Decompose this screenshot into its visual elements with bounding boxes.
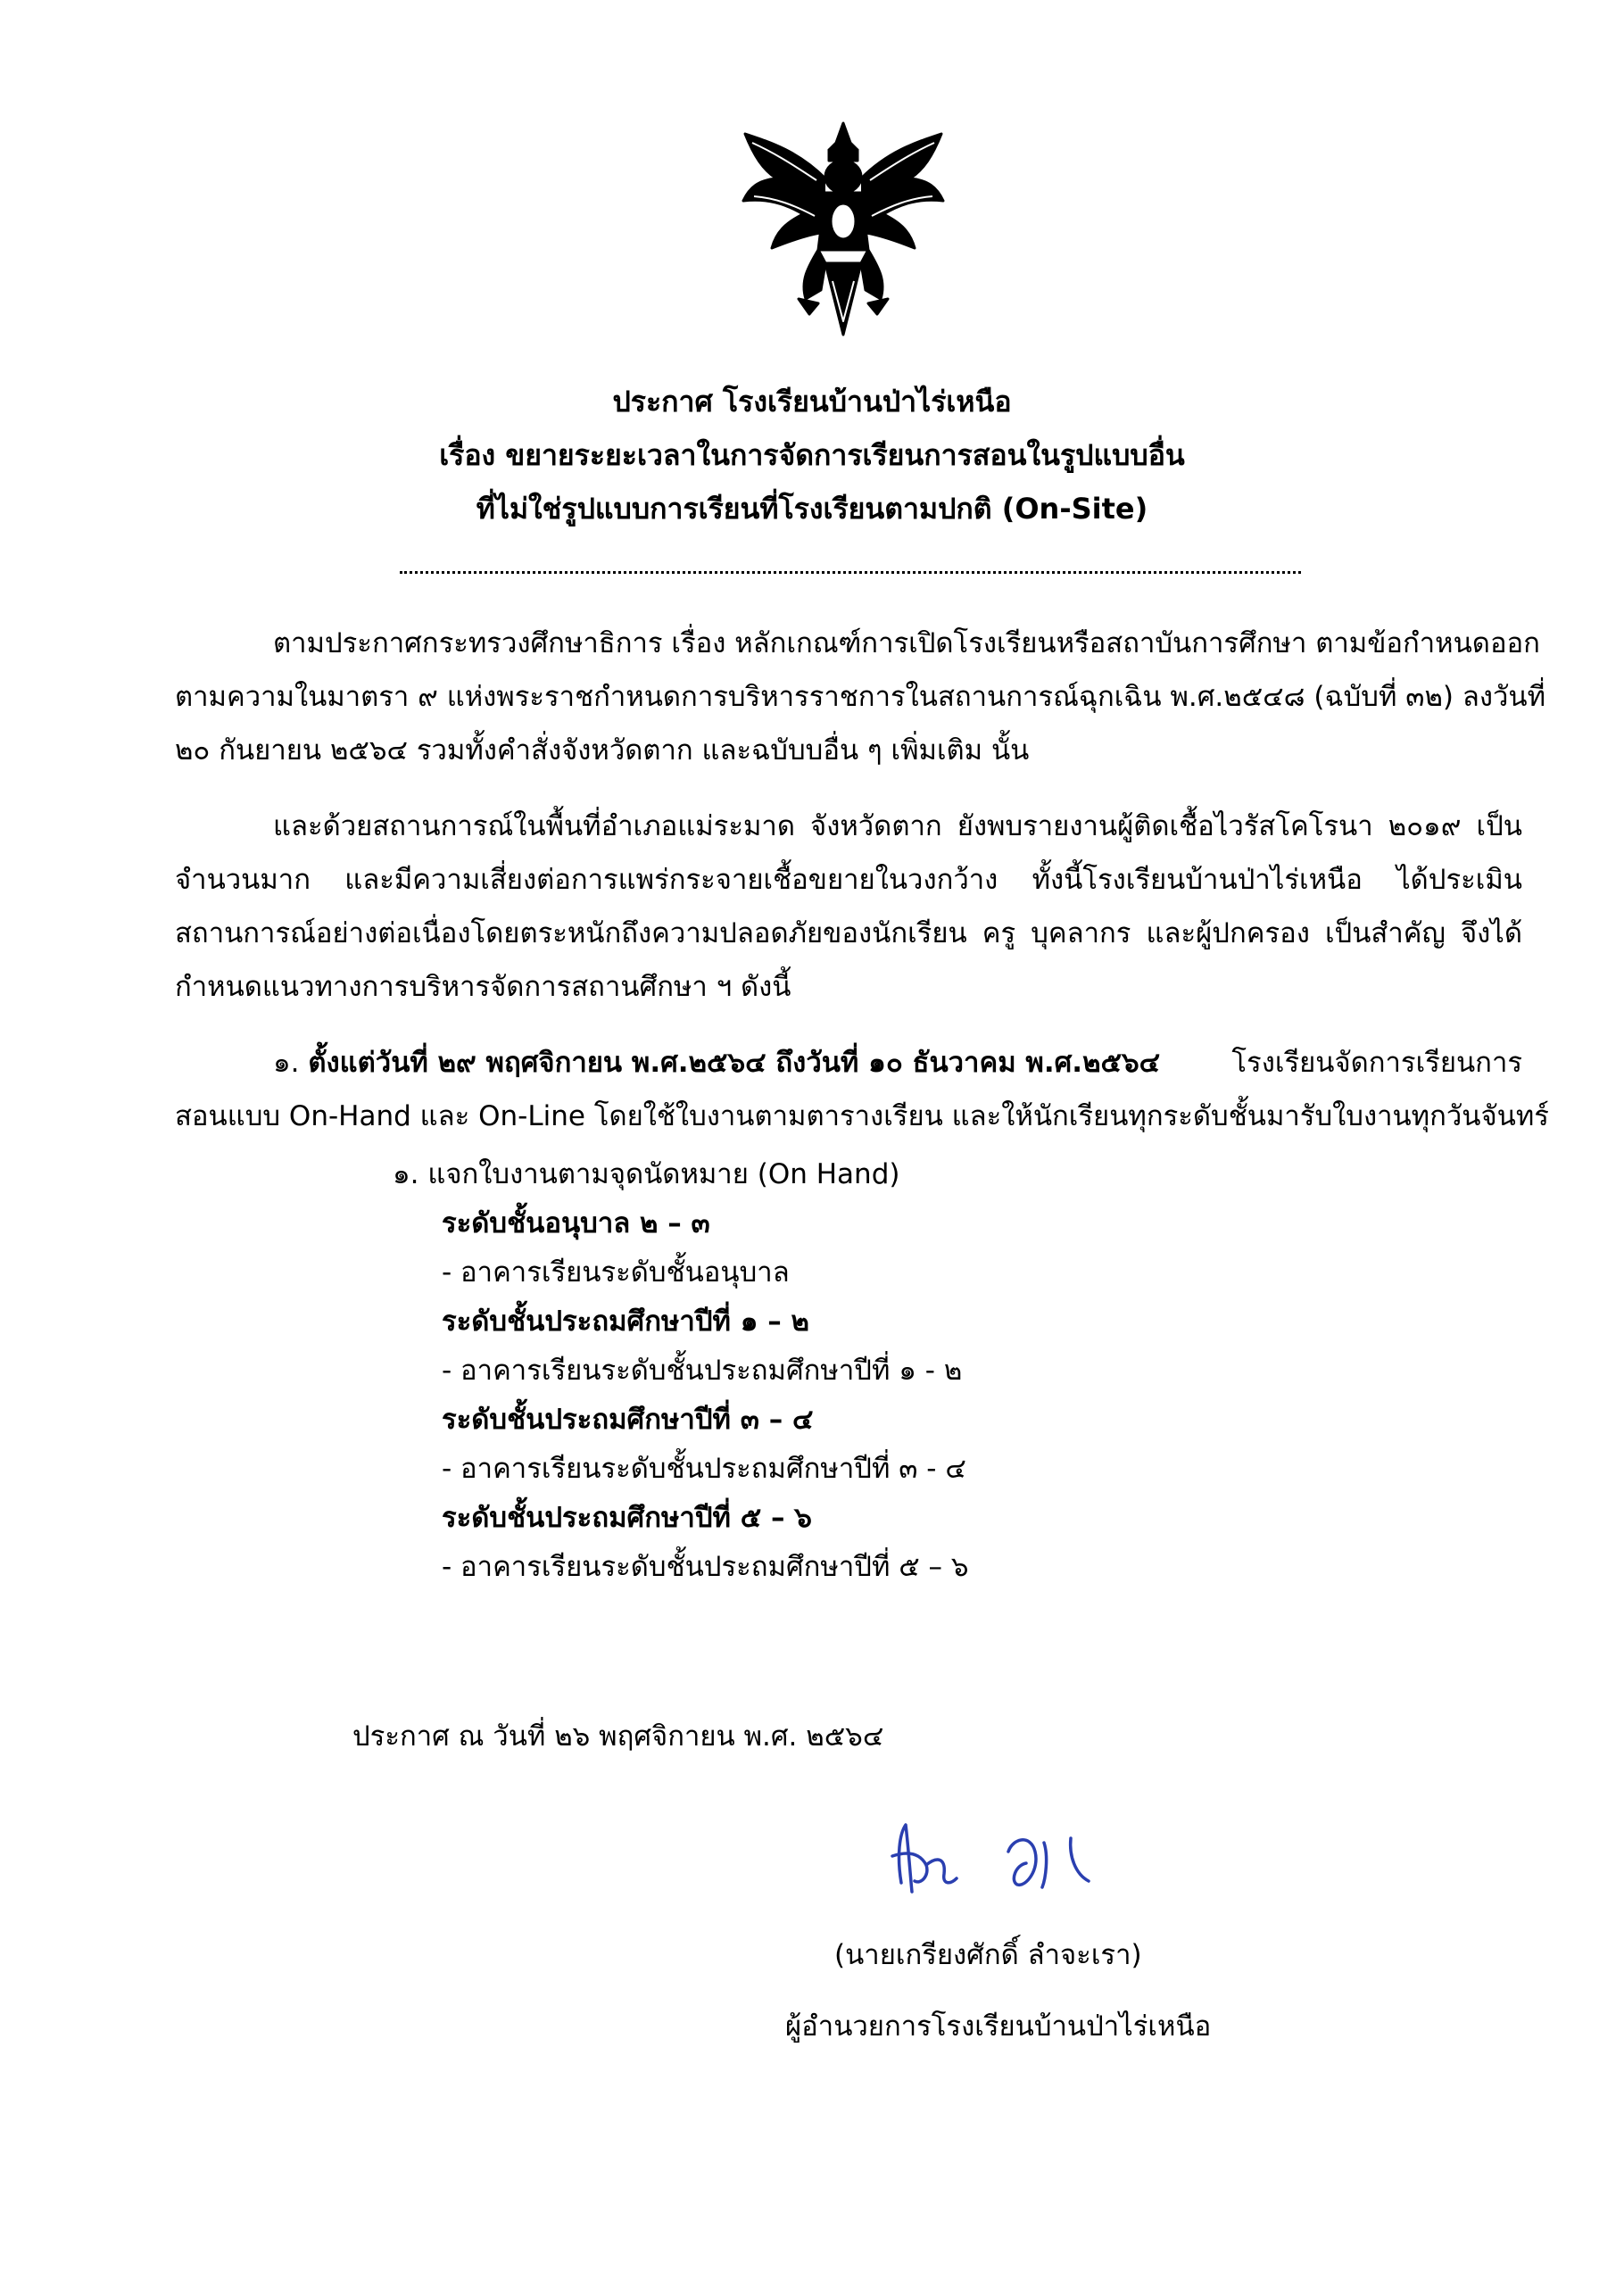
- level-location: - อาคารเรียนระดับชั้นประถมศึกษาปีที่ ๓ - ๔: [442, 1453, 966, 1485]
- subject-line-continued: ที่ไม่ใช่รูปแบบการเรียนที่โรงเรียนตามปกติ (On-Site): [476, 492, 1148, 526]
- level-location: - อาคารเรียนระดับชั้นประถมศึกษาปีที่ ๕ – ๖: [442, 1551, 969, 1583]
- item-1-line-2: สอนแบบ On-Hand และ On-Line โดยใช้ใบงานตามตารางเรียน และให้นักเรียนทุกระดับชั้นมารับใบงานทุกวันจันทร์: [175, 1100, 1549, 1132]
- sub-item-title: ๑. แจกใบงานตามจุดนัดหมาย (On Hand): [393, 1158, 900, 1190]
- signer-name: (นายเกรียงศักดิ์ ลำจะเรา): [834, 1939, 1142, 1971]
- item-1-date-range: ตั้งแต่วันที่ ๒๙ พฤศจิกายน พ.ศ.๒๕๖๔ ถึงวันที่ ๑๐ ธันวาคม พ.ศ.๒๕๖๔: [308, 1047, 1161, 1079]
- paragraph-2-line-4: กำหนดแนวทางการบริหารจัดการสถานศึกษา ฯ ดังนี้: [175, 971, 791, 1003]
- announcement-date: ประกาศ ณ วันที่ ๒๖ พฤศจิกายน พ.ศ. ๒๕๖๔: [352, 1720, 884, 1753]
- paragraph-2-line-1: และด้วยสถานการณ์ในพื้นที่อำเภอแม่ระมาด จังหวัดตาก ยังพบรายงานผู้ติดเชื้อไวรัสโคโรนา ๒๐๑๙ เป็น: [273, 810, 1522, 842]
- garuda-emblem-icon: [736, 116, 950, 339]
- level-heading: ระดับชั้นประถมศึกษาปีที่ ๕ – ๖: [442, 1502, 812, 1534]
- subject-line: เรื่อง ขยายระยะเวลาในการจัดการเรียนการสอนในรูปแบบอื่น: [439, 438, 1185, 472]
- level-heading: ระดับชั้นประถมศึกษาปีที่ ๓ – ๔: [442, 1404, 814, 1436]
- paragraph-1-line-2: ตามความในมาตรา ๙ แห่งพระราชกำหนดการบริหารราชการในสถานการณ์ฉุกเฉิน พ.ศ.๒๕๔๘ (ฉบับที่ ๓๒) ลงวันที่: [175, 681, 1546, 713]
- announcement-heading: ประกาศ โรงเรียนบ้านป่าไร่เหนือ: [612, 385, 1012, 419]
- level-heading: ระดับชั้นอนุบาล ๒ – ๓: [442, 1207, 710, 1239]
- item-1-line-1: [273, 1040, 1522, 1084]
- paragraph-2-line-2: จำนวนมาก และมีความเสี่ยงต่อการแพร่กระจายเชื้อขยายในวงกว้าง ทั้งนี้โรงเรียนบ้านป่าไร่เหนือ ได้ประเมิน: [175, 864, 1522, 896]
- paragraph-1-line-3: ๒๐ กันยายน ๒๕๖๔ รวมทั้งคำสั่งจังหวัดตาก และฉบับบอื่น ๆ เพิ่มเติม นั้น: [175, 734, 1030, 767]
- handwritten-signature: [857, 1803, 1142, 1910]
- paragraph-2-line-3: สถานการณ์อย่างต่อเนื่องโดยตระหนักถึงความปลอดภัยของนักเรียน ครู บุคลากร และผู้ปกครอง เป็นสำคัญ จึงได้: [175, 917, 1522, 949]
- level-location: - อาคารเรียนระดับชั้นอนุบาล: [442, 1256, 790, 1289]
- dotted-divider: [400, 562, 1301, 574]
- level-heading: ระดับชั้นประถมศึกษาปีที่ ๑ – ๒: [442, 1305, 809, 1338]
- item-1-text: โรงเรียนจัดการเรียนการ: [1231, 1047, 1522, 1079]
- paragraph-1-line-1: ตามประกาศกระทรวงศึกษาธิการ เรื่อง หลักเกณฑ์การเปิดโรงเรียนหรือสถาบันการศึกษา ตามข้อกำหนดออก: [273, 627, 1540, 659]
- signer-position: ผู้อำนวยการโรงเรียนบ้านป่าไร่เหนือ: [785, 2010, 1212, 2043]
- level-location: - อาคารเรียนระดับชั้นประถมศึกษาปีที่ ๑ - ๒: [442, 1355, 963, 1387]
- item-1-number: ๑.: [273, 1047, 300, 1079]
